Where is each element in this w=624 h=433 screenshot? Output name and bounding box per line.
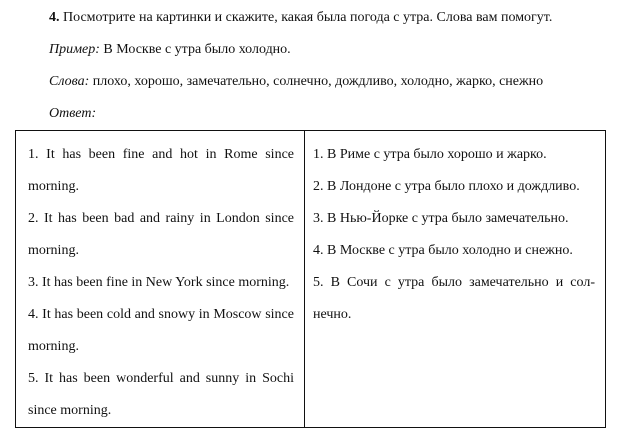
words-line — [49, 72, 543, 92]
words-text: плохо, хорошо, замечательно, солнечно, дождливо, холодно, жарко, снежно — [92, 74, 544, 89]
russian-item: 3. В Нью-Йорке с утра было замечательно. — [313, 211, 569, 226]
russian-column — [305, 131, 606, 428]
english-item: 1. It has been fine and hot in Rome since morning. — [28, 147, 294, 194]
english-item: 4. It has been cold and snowy in Moscow since morning. — [28, 307, 294, 354]
example-text: В Москве с утра было холодно. — [103, 42, 291, 57]
task-number: 4. — [49, 10, 60, 25]
english-column — [16, 131, 305, 428]
words-label: Слова: — [49, 74, 90, 89]
example-label: Пример: — [49, 42, 100, 57]
task-heading — [49, 8, 552, 28]
russian-item: 4. В Москве с утра было холодно и снежно. — [313, 243, 573, 258]
english-item: 5. It has been wonderful and sunny in Sochi since morning. — [28, 371, 294, 418]
answer-label: Ответ: — [49, 106, 97, 121]
answer-table — [15, 130, 606, 428]
english-item: 3. It has been fine in New York since morning. — [28, 275, 290, 290]
russian-item: 2. В Лондоне с утра было плохо и дождливо. — [313, 179, 580, 194]
russian-item: 5. В Сочи с утра было замечательно и солнечно. — [313, 275, 595, 322]
russian-item: 1. В Риме с утра было хорошо и жарко. — [313, 147, 547, 162]
example-line — [49, 40, 291, 60]
answer-line — [49, 104, 96, 124]
english-item: 2. It has been bad and rainy in London since morning. — [28, 211, 294, 258]
task-text: Посмотрите на картинки и скажите, какая была погода с утра. Слова вам помогут. — [63, 10, 553, 25]
table-row — [16, 131, 606, 428]
